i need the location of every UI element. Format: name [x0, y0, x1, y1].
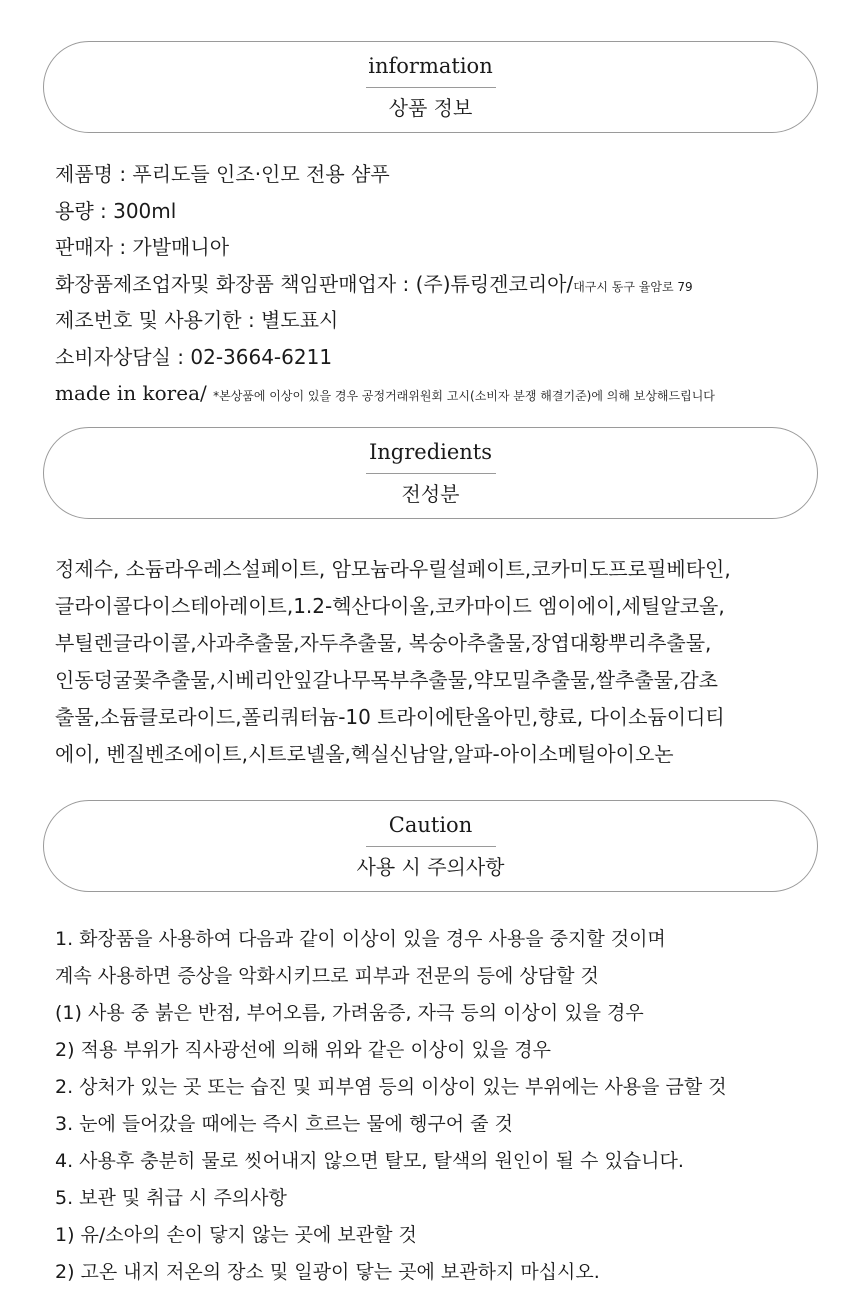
- ingredients-title-ko: 전성분: [401, 482, 460, 506]
- caution-list: [55, 921, 845, 1291]
- manufacturer-line: [55, 266, 845, 303]
- information-header: [43, 41, 818, 133]
- product-seller: 판매자 : 가발매니아: [55, 235, 230, 259]
- ingredients-line: 인동덩굴꽃추출물,시베리안잎갈나무목부추출물,약모밀추출물,쌀추출물,감초: [55, 668, 718, 692]
- ingredients-list: [55, 551, 825, 773]
- caution-item: 1. 화장품을 사용하여 다음과 같이 이상이 있을 경우 사용을 중지할 것이며: [55, 928, 666, 950]
- manufacturer-address: 대구시 동구 율암로 79: [573, 279, 693, 294]
- caution-item: 4. 사용후 충분히 물로 씻어내지 않으면 탈모, 탈색의 원인이 될 수 있습니다.: [55, 1150, 684, 1172]
- product-name: 제품명 : 푸리도들 인조·인모 전용 샴푸: [55, 162, 390, 186]
- caution-item: 3. 눈에 들어갔을 때에는 즉시 흐르는 물에 헹구어 줄 것: [55, 1113, 513, 1135]
- ingredients-line: 부틸렌글라이콜,사과추출물,자두추출물, 복숭아추출물,장엽대황뿌리추출물,: [55, 631, 712, 655]
- information-divider: [366, 87, 496, 88]
- manufacturer: 화장품제조업자및 화장품 책임판매업자 : (주)튜링겐코리아/: [55, 271, 574, 296]
- caution-item: (1) 사용 중 붉은 반점, 부어오름, 가려움증, 자극 등의 이상이 있을 경우: [55, 1002, 644, 1024]
- ingredients-divider: [366, 473, 496, 474]
- product-info: [55, 156, 845, 412]
- information-title-ko: 상품 정보: [388, 96, 473, 120]
- caution-item: 2) 적용 부위가 직사광선에 의해 위와 같은 이상이 있을 경우: [55, 1039, 552, 1061]
- caution-header: [43, 800, 818, 892]
- compensation-note: *본상품에 이상이 있을 경우 공정거래위원회 고시(소비자 분쟁 해결기준)에 의해 보상해드립니다: [213, 389, 715, 403]
- caution-item: 2) 고온 내지 저온의 장소 및 일광이 닿는 곳에 보관하지 마십시오.: [55, 1261, 600, 1283]
- caution-item: 계속 사용하면 증상을 악화시키므로 피부과 전문의 등에 상담할 것: [55, 965, 599, 987]
- country-of-origin: made in korea/: [55, 381, 207, 405]
- caution-title-en: Caution: [388, 813, 473, 837]
- ingredients-line: 출물,소듐클로라이드,폴리쿼터늄-10 트라이에탄올아민,향료, 다이소듐이디티: [55, 705, 725, 729]
- ingredients-line: 에이, 벤질벤조에이트,시트로넬올,헥실신남알,알파-아이소메틸아이오논: [55, 742, 674, 766]
- ingredients-title-en: Ingredients: [368, 440, 493, 464]
- ingredients-header: [43, 427, 818, 519]
- ingredients-line: 글라이콜다이스테아레이트,1.2-헥산다이올,코카마이드 엠이에이,세틸알코올,: [55, 594, 725, 618]
- caution-item: 2. 상처가 있는 곳 또는 습진 및 피부염 등의 이상이 있는 부위에는 사용을 금할 것: [55, 1076, 727, 1098]
- information-title-en: information: [368, 54, 493, 78]
- product-volume: 용량 : 300ml: [55, 198, 177, 223]
- ingredients-line: 정제수, 소듐라우레스설페이트, 암모늄라우릴설페이트,코카미도프로필베타인,: [55, 557, 731, 581]
- expiry-info: 제조번호 및 사용기한 : 별도표시: [55, 308, 339, 332]
- caution-divider: [366, 846, 496, 847]
- origin-line: [55, 375, 845, 412]
- caution-title-ko: 사용 시 주의사항: [356, 855, 505, 879]
- caution-item: 1) 유/소아의 손이 닿지 않는 곳에 보관할 것: [55, 1224, 417, 1246]
- caution-item: 5. 보관 및 취급 시 주의사항: [55, 1187, 287, 1209]
- consumer-consult: 소비자상담실 : 02-3664-6211: [55, 344, 333, 369]
